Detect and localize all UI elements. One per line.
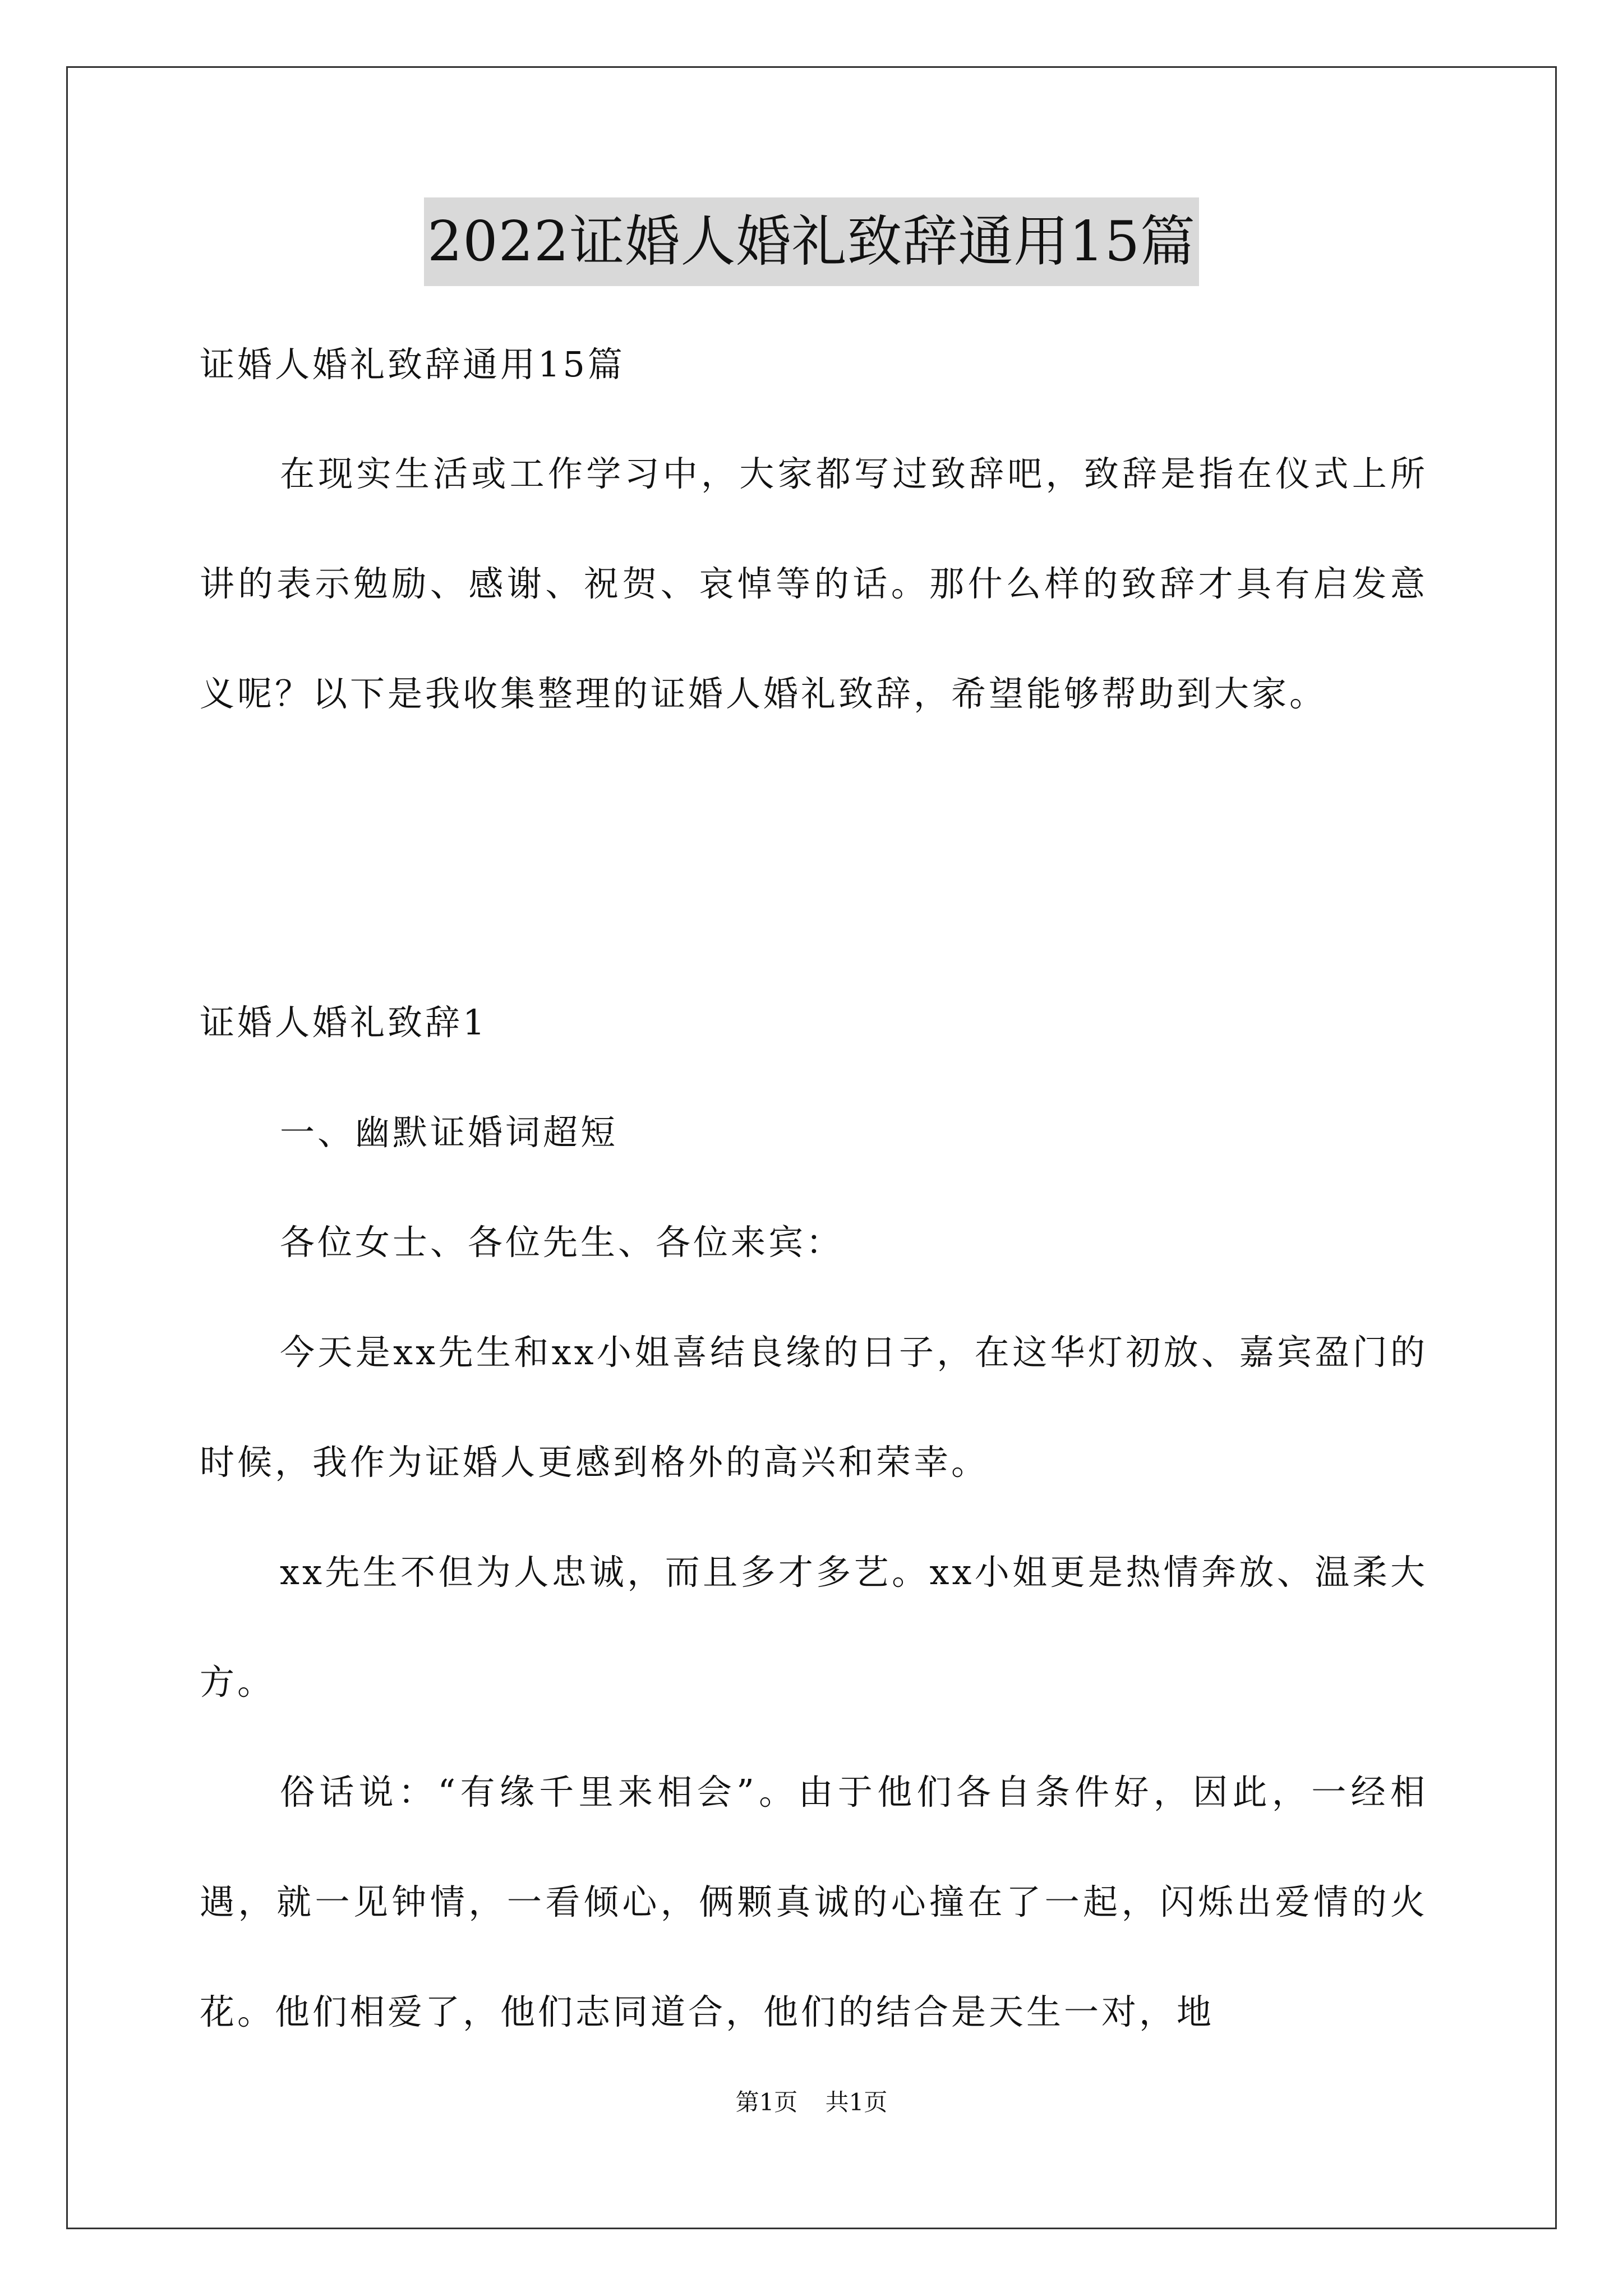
- title-container: [0, 197, 1623, 286]
- section-subheading: 一、幽默证婚词超短: [280, 1112, 619, 1153]
- intro-paragraph: 在现实生活或工作学习中，大家都写过致辞吧，致辞是指在仪式上所讲的表示勉励、感谢、祝贺、哀悼等的话。那什么样的致辞才具有启发意义呢？以下是我收集整理的证婚人婚礼致辞，希望能够帮助到大家。: [200, 453, 1428, 714]
- section-block: [200, 968, 1428, 2067]
- section-heading: 证婚人婚礼致辞1: [200, 1002, 488, 1043]
- document-body-top: [200, 310, 1428, 420]
- page-number-current: 第1页: [735, 2088, 798, 2116]
- document-subtitle: 证婚人婚礼致辞通用15篇: [200, 344, 625, 385]
- body-paragraph: 今天是xx先生和xx小姐喜结良缘的日子，在这华灯初放、嘉宾盈门的时候，我作为证婚人更感到格外的高兴和荣幸。: [200, 1332, 1428, 1483]
- document-title: 2022证婚人婚礼致辞通用15篇: [424, 197, 1199, 286]
- greeting-line: 各位女士、各位先生、各位来宾：: [280, 1222, 844, 1263]
- intro-block: [200, 419, 1428, 749]
- page-footer: [0, 2086, 1623, 2119]
- page-number-total: 共1页: [825, 2088, 888, 2116]
- body-paragraph: xx先生不但为人忠诚，而且多才多艺。xx小姐更是热情奔放、温柔大方。: [200, 1552, 1428, 1703]
- body-paragraph: 俗话说：“有缘千里来相会”。由于他们各自条件好，因此，一经相遇，就一见钟情，一看倾心，俩颗真诚的心撞在了一起，闪烁出爱情的火花。他们相爱了，他们志同道合，他们的结合是天生一对，地: [200, 1772, 1428, 2032]
